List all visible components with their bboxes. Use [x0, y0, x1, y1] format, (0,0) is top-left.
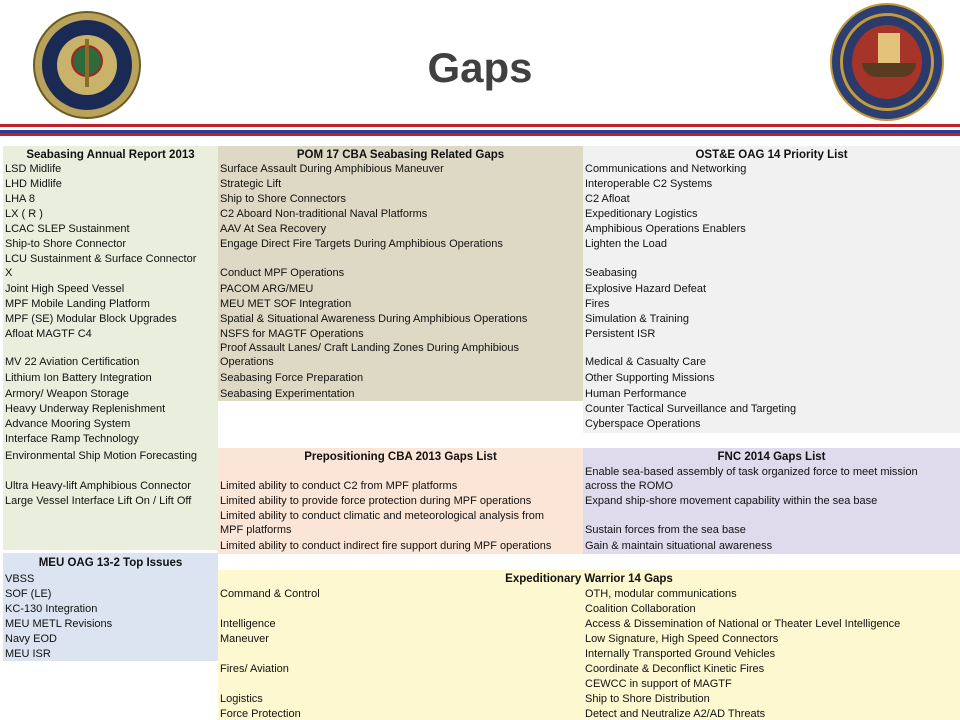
seabasing-item: MPF (SE) Modular Block Upgrades	[5, 313, 177, 325]
pom-gap-item: AAV At Sea Recovery	[220, 223, 327, 235]
pom-gap-item: Proof Assault Lanes/ Craft Landing Zones During Amphibious	[220, 342, 520, 354]
meu-header: MEU OAG 13-2 Top Issues	[38, 557, 183, 569]
ost-priority-item: Amphibious Operations Enablers	[585, 223, 746, 235]
page-title: Gaps	[427, 44, 533, 91]
seabasing-item: X	[5, 267, 13, 279]
seabasing-item: MPF Mobile Landing Platform	[5, 298, 150, 310]
ew-gap-item: Access & Dissemination of National or Theater Level Intelligence	[585, 618, 901, 630]
ew-gap-item: Coordinate & Deconflict Kinetic Fires	[585, 663, 765, 675]
seabasing-item: Armory/ Weapon Storage	[5, 388, 129, 400]
pom-gap-item: Ship to Shore Connectors	[220, 193, 346, 205]
seabasing-item: LHA 8	[5, 193, 35, 205]
ew-gap-item: Detect and Neutralize A2/AD Threats	[585, 708, 766, 720]
fnc-gap-item: Gain & maintain situational awareness	[585, 540, 773, 552]
fnc-gap-item: Enable sea-based assembly of task organized force to meet mission	[585, 466, 918, 478]
ew-category: Maneuver	[220, 633, 269, 645]
pom-gap-item: Seabasing Force Preparation	[220, 372, 364, 384]
ost-priority-item: Interoperable C2 Systems	[585, 178, 713, 190]
ew-gap-item: OTH, modular communications	[585, 588, 737, 600]
seabasing-item: LX ( R )	[5, 208, 43, 220]
slide-header	[0, 0, 960, 125]
ost-priority-item: Medical & Casualty Care	[585, 356, 707, 368]
pom-gap-item: Seabasing Experimentation	[220, 388, 355, 400]
ew-category: Intelligence	[220, 618, 276, 630]
meu-issue-item: MEU METL Revisions	[5, 618, 113, 630]
seabasing-item: LSD Midlife	[5, 163, 62, 175]
ost-priority-item: Cyberspace Operations	[585, 418, 701, 430]
ew-category: Force Protection	[220, 708, 301, 720]
ew-header: Expeditionary Warrior 14 Gaps	[505, 573, 673, 585]
seabasing-item: LHD Midlife	[5, 178, 62, 190]
pom-gap-item: MEU MET SOF Integration	[220, 298, 352, 310]
pom-gap-item: Surface Assault During Amphibious Maneuver	[220, 163, 444, 175]
ew-gap-item: CEWCC in support of MAGTF	[585, 678, 732, 690]
prepo-gap-item: Limited ability to conduct indirect fire support during MPF operations	[220, 540, 552, 552]
meu-issue-item: MEU ISR	[5, 648, 51, 660]
pom-gap-item: C2 Aboard Non-traditional Naval Platforms	[220, 208, 428, 220]
ew-gap-item: Ship to Shore Distribution	[585, 693, 710, 705]
seabasing-item: Advance Mooring System	[5, 418, 131, 430]
sail-icon	[878, 33, 900, 63]
fnc-header: FNC 2014 Gaps List	[717, 451, 826, 463]
ost-priority-item: C2 Afloat	[585, 193, 630, 205]
fnc-gap-item: Expand ship-shore movement capability within the sea base	[585, 495, 878, 507]
ost-priority-item: Seabasing	[585, 267, 637, 279]
pom-gap-item: Spatial & Situational Awareness During Amphibious Operations	[220, 313, 528, 325]
meu-issue-item: KC-130 Integration	[5, 603, 98, 615]
seabasing-item: Large Vessel Interface Lift On / Lift Off	[5, 495, 192, 507]
header-stripe-red-lower	[0, 133, 960, 136]
fnc-gap-item: Sustain forces from the sea base	[585, 524, 746, 536]
pom-header: POM 17 CBA Seabasing Related Gaps	[296, 149, 505, 161]
prepo-gap-item: Limited ability to conduct climatic and meteorological analysis from	[220, 510, 545, 522]
ost-priority-item: Fires	[585, 298, 610, 310]
ew-category: Fires/ Aviation	[220, 663, 289, 675]
seabasing-item: Environmental Ship Motion Forecasting	[5, 450, 197, 462]
seabasing-item: LCU Sustainment & Surface Connector	[5, 253, 197, 265]
prepo-gap-item: Limited ability to provide force protection during MPF operations	[220, 495, 532, 507]
ost-priority-item: Simulation & Training	[585, 313, 689, 325]
seabasing-item: Afloat MAGTF C4	[5, 328, 92, 340]
ost-priority-item: Other Supporting Missions	[585, 372, 715, 384]
ost-priority-item: Expeditionary Logistics	[585, 208, 698, 220]
prepo-header: Prepositioning CBA 2013 Gaps List	[304, 451, 497, 463]
pom-gap-item: NSFS for MAGTF Operations	[220, 328, 364, 340]
ost-priority-item: Lighten the Load	[585, 238, 667, 250]
prepo-gap-item: MPF platforms	[220, 524, 292, 536]
ost-priority-item: Human Performance	[585, 388, 687, 400]
ost-priority-item: Communications and Networking	[585, 163, 747, 175]
ew-gap-item: Internally Transported Ground Vehicles	[585, 648, 776, 660]
pom-gap-item: Engage Direct Fire Targets During Amphibious Operations	[220, 238, 503, 250]
seabasing-item: Lithium Ion Battery Integration	[5, 372, 152, 384]
ew-gap-item: Low Signature, High Speed Connectors	[585, 633, 779, 645]
pom-gap-item: PACOM ARG/MEU	[220, 283, 314, 295]
ew-gap-item: Coalition Collaboration	[585, 603, 696, 615]
seabasing-integration-division-seal	[830, 3, 944, 121]
meu-issue-item: Navy EOD	[5, 633, 57, 645]
ew-category: Logistics	[220, 693, 263, 705]
pom-gap-item: Strategic Lift	[220, 178, 282, 190]
ew-category: Command & Control	[220, 588, 320, 600]
seabasing-item: LCAC SLEP Sustainment	[5, 223, 130, 235]
ost-priority-item: Persistent ISR	[585, 328, 656, 340]
seabasing-item: Interface Ramp Technology	[5, 433, 139, 445]
ost-header: OST&E OAG 14 Priority List	[695, 149, 848, 161]
seabasing-item: MV 22 Aviation Certification	[5, 356, 140, 368]
ship-hull-icon	[862, 63, 916, 77]
pom-gap-item: Conduct MPF Operations	[220, 267, 345, 279]
meu-issue-item: SOF (LE)	[5, 588, 52, 600]
seabasing-item: Joint High Speed Vessel	[5, 283, 125, 295]
prepo-gap-item: Limited ability to conduct C2 from MPF platforms	[220, 480, 458, 492]
seabasing-item: Heavy Underway Replenishment	[5, 403, 166, 415]
meu-issue-item: VBSS	[5, 573, 35, 585]
seabasing-item: Ship-to Shore Connector	[5, 238, 127, 250]
ost-priority-item: Counter Tactical Surveillance and Targeting	[585, 403, 797, 415]
pom-gap-item: Operations	[220, 356, 274, 368]
fnc-gap-item: across the ROMO	[585, 480, 674, 492]
ost-priority-item: Explosive Hazard Defeat	[585, 283, 707, 295]
seabasing-item: Ultra Heavy-lift Amphibious Connector	[5, 480, 191, 492]
seabasing-header: Seabasing Annual Report 2013	[26, 149, 195, 161]
